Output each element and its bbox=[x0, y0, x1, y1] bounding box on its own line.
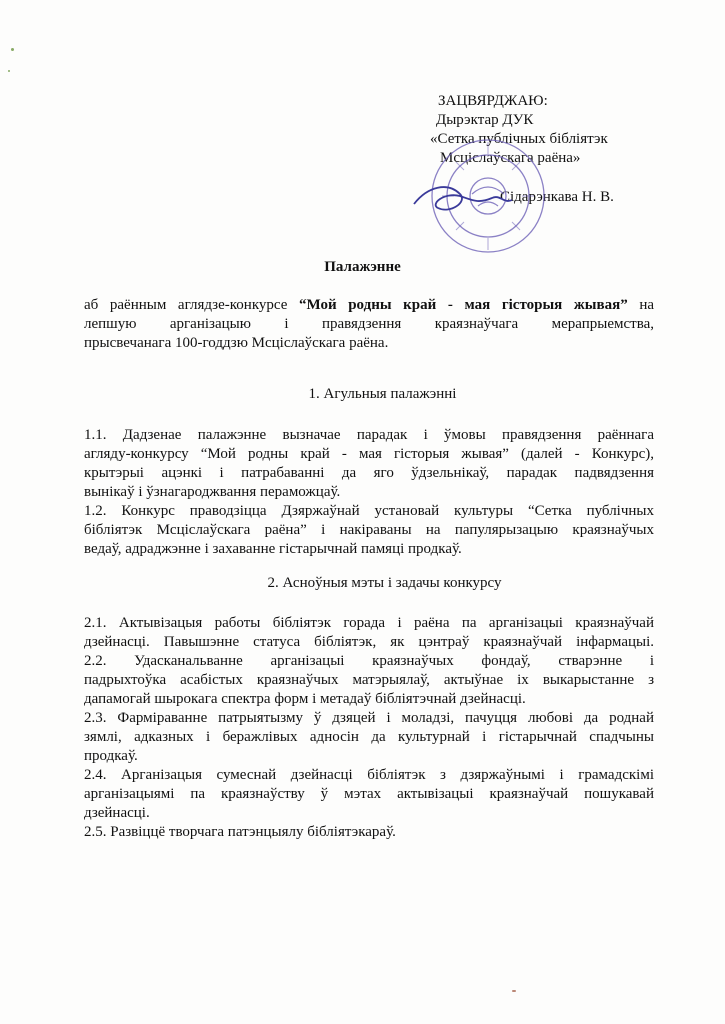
document-title: Палажэнне bbox=[324, 259, 401, 275]
section-1-line: крытэрыі ацэнкі і патрабаванні да яго ўдзельнікаў, парадак падвядзення bbox=[84, 465, 654, 481]
scan-speck bbox=[8, 70, 10, 72]
intro-line-3: прысвечанага 100-годдзю Мсціслаўскага раёна. bbox=[84, 335, 389, 351]
intro-line-2: лепшую арганізацыю і правядзення краязнаўчага мерапрыемства, bbox=[84, 316, 654, 332]
section-2-line: 2.3. Фарміраванне патрыятызму ў дзяцей і моладзі, пачуцця любові да роднай bbox=[84, 710, 654, 726]
intro-text-a: аб раённым аглядзе-конкурсе bbox=[84, 297, 299, 313]
scan-speck bbox=[11, 48, 14, 51]
official-stamp bbox=[408, 134, 548, 274]
section-2-line: дзейнасці. bbox=[84, 805, 150, 821]
approval-org-line1: «Сетка публічных бібліятэк bbox=[430, 131, 608, 147]
section-2-line: падрыхтоўка асабістых краязнаўчых матэрыялаў, актыўнае іх выкарыстанне з bbox=[84, 672, 654, 688]
section-1-body bbox=[84, 426, 654, 559]
approval-signer: Сідарэнкава Н. В. bbox=[500, 189, 614, 205]
section-1-line: 1.2. Конкурс праводзіцца Дзяржаўнай установай культуры “Сетка публічных bbox=[84, 503, 654, 519]
section-2-line: арганізацыямі па краязнаўству ў мэтах актывізацыі краязнаўчай пошукавай bbox=[84, 786, 654, 802]
section-2-line: 2.1. Актывізацыя работы бібліятэк горада і раёна па арганізацыі краязнаўчай bbox=[84, 615, 654, 631]
intro-text-c: на bbox=[627, 297, 655, 313]
approval-heading: ЗАЦВЯРДЖАЮ: bbox=[438, 93, 548, 109]
section-1-line: 1.1. Дадзенае палажэнне вызначае парадак і ўмовы правядзення раённага bbox=[84, 427, 654, 443]
section-1-heading: 1. Агульныя палажэнні bbox=[308, 386, 457, 402]
intro-paragraph bbox=[84, 296, 654, 353]
section-2-body bbox=[84, 614, 654, 842]
scan-speck bbox=[512, 990, 516, 992]
section-1-line: агляду-конкурсу “Мой родны край - мая гісторыя жывая” (далей - Конкурс), bbox=[84, 446, 654, 462]
section-2-line: дзейнасці. Павышэнне статуса бібліятэк, як цэнтраў краязнаўчай інфармацыі. bbox=[84, 634, 654, 650]
contest-name: “Мой родны край - мая гісторыя жывая” bbox=[299, 297, 628, 313]
approval-org-line2: Мсціслаўскага раёна» bbox=[440, 150, 581, 166]
section-2-line: продкаў. bbox=[84, 748, 138, 764]
section-2-line: зямлі, адказных і беражлівых адносін да культурнай і гістарычнай спадчыны bbox=[84, 729, 654, 745]
section-2-line: дапамогай шырокага спектра форм і метадаў бібліятэчнай дзейнасці. bbox=[84, 691, 526, 707]
intro-line-1 bbox=[84, 296, 654, 315]
section-1-line: вынікаў і ўзнагароджвання пераможцаў. bbox=[84, 484, 341, 500]
section-2-heading: 2. Асноўныя мэты і задачы конкурсу bbox=[267, 575, 502, 591]
section-2-line: 2.4. Арганізацыя сумеснай дзейнасці бібліятэк з дзяржаўнымі і грамадскімі bbox=[84, 767, 654, 783]
section-2-line: 2.2. Удасканальванне арганізацыі краязнаўчых фондаў, стварэнне і bbox=[84, 653, 654, 669]
approval-position: Дырэктар ДУК bbox=[436, 112, 534, 128]
section-1-line: ведаў, адраджэнне і захаванне гістарычнай памяці продкаў. bbox=[84, 541, 462, 557]
section-1-line: бібліятэк Мсціслаўскага раёна” і накіраваны на папулярызацыю краязнаўчых bbox=[84, 522, 654, 538]
section-2-line: 2.5. Развіццё творчага патэнцыялу бібліятэкараў. bbox=[84, 824, 396, 840]
